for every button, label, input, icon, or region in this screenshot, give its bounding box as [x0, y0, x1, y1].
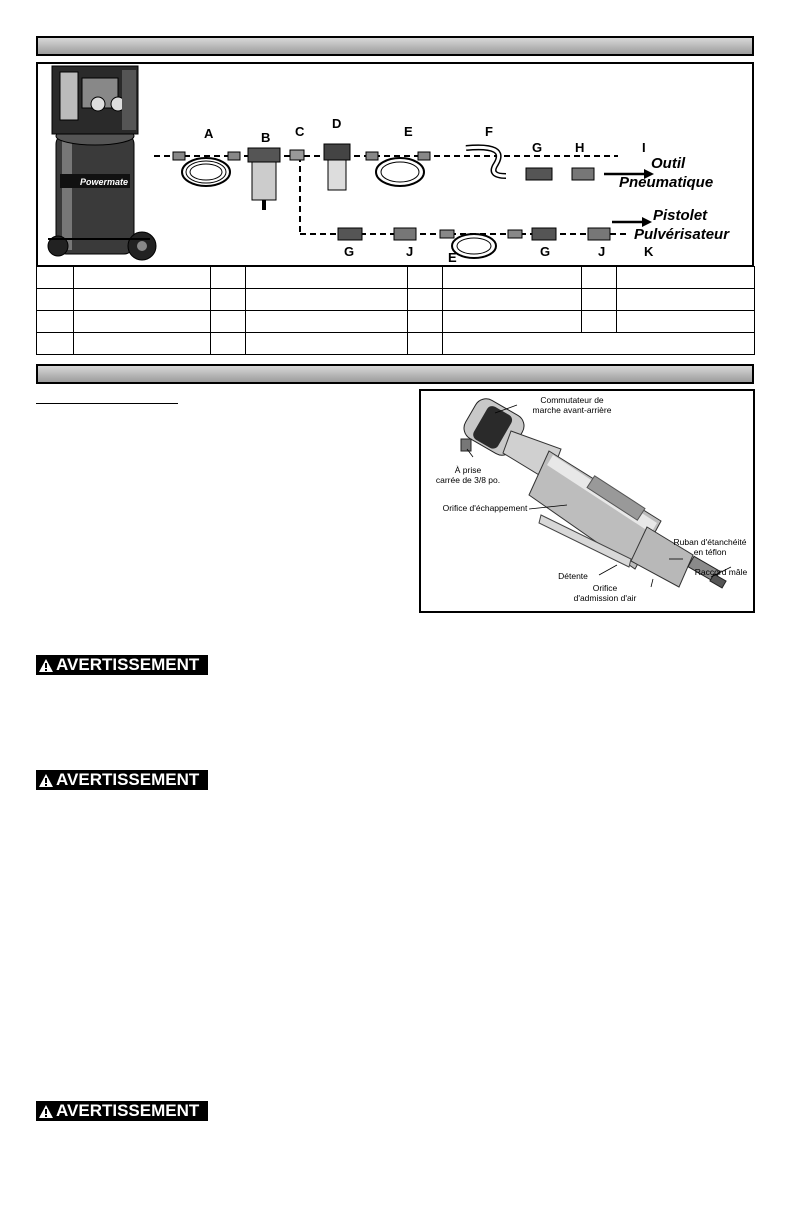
callout-male-fitting: Raccord mâle — [694, 567, 748, 577]
label-f: F — [485, 124, 493, 139]
coupler-g-top-illustration — [526, 168, 552, 180]
connector-c-illustration — [290, 150, 304, 160]
callout-teflon: Ruban d'étanchéité en téflon — [673, 537, 747, 557]
section-header-bar-1 — [36, 36, 754, 56]
label-k: K — [644, 244, 654, 259]
label-g-bot1: G — [344, 244, 355, 259]
whip-hose-f-illustration — [466, 147, 506, 176]
warning-label-1: AVERTISSEMENT — [56, 655, 200, 674]
label-e-top: E — [404, 124, 413, 139]
warning-triangle-icon — [38, 1104, 54, 1119]
parts-legend-table — [36, 266, 755, 355]
warning-triangle-icon — [38, 773, 54, 788]
pistolet-line1: Pistolet — [653, 207, 708, 224]
table-row — [37, 267, 755, 289]
compressor-illustration — [48, 66, 156, 260]
label-g-bot2: G — [540, 244, 551, 259]
label-c: C — [295, 124, 305, 139]
ratchet-tool-figure — [419, 389, 755, 613]
table-row — [37, 289, 755, 311]
callout-switch: Commutateur de marche avant-arrière — [532, 395, 612, 415]
label-a: A — [204, 126, 214, 141]
warning-label-3: AVERTISSEMENT — [56, 1101, 200, 1120]
warning-label-2: AVERTISSEMENT — [56, 770, 200, 789]
label-e-bot: E — [448, 250, 457, 265]
filter-b-illustration — [248, 148, 280, 210]
callout-square-drive: À prise carrée de 3/8 po. — [435, 465, 501, 485]
plug-h-illustration — [572, 168, 594, 180]
callout-trigger: Détente — [558, 571, 588, 581]
label-b: B — [261, 130, 271, 145]
table-row — [37, 333, 755, 355]
heading-underline — [36, 403, 178, 404]
air-system-diagram — [36, 62, 754, 267]
callout-exhaust: Orifice d'échappement — [442, 503, 528, 513]
label-h: H — [575, 140, 585, 155]
warning-triangle-icon — [38, 658, 54, 673]
warning-banner-1 — [36, 655, 208, 675]
label-j-bot1: J — [406, 244, 414, 259]
outil-line2: Pneumatique — [619, 174, 714, 191]
hose-e-illustration — [366, 152, 430, 186]
hose-a-illustration — [173, 152, 240, 186]
outil-line1: Outil — [651, 155, 686, 172]
lubricator-d-illustration — [324, 144, 350, 190]
svg-text:Powermate: Powermate — [80, 177, 129, 187]
table-row — [37, 311, 755, 333]
label-j-bot2: J — [598, 244, 606, 259]
label-d: D — [332, 116, 342, 131]
section-header-bar-2 — [36, 364, 754, 384]
warning-banner-2 — [36, 770, 208, 790]
label-g-top: G — [532, 140, 543, 155]
callout-air-inlet: Orifice d'admission d'air — [573, 583, 637, 603]
pistolet-line2: Pulvérisateur — [634, 226, 730, 243]
warning-banner-3 — [36, 1101, 208, 1121]
label-i: I — [642, 140, 646, 155]
